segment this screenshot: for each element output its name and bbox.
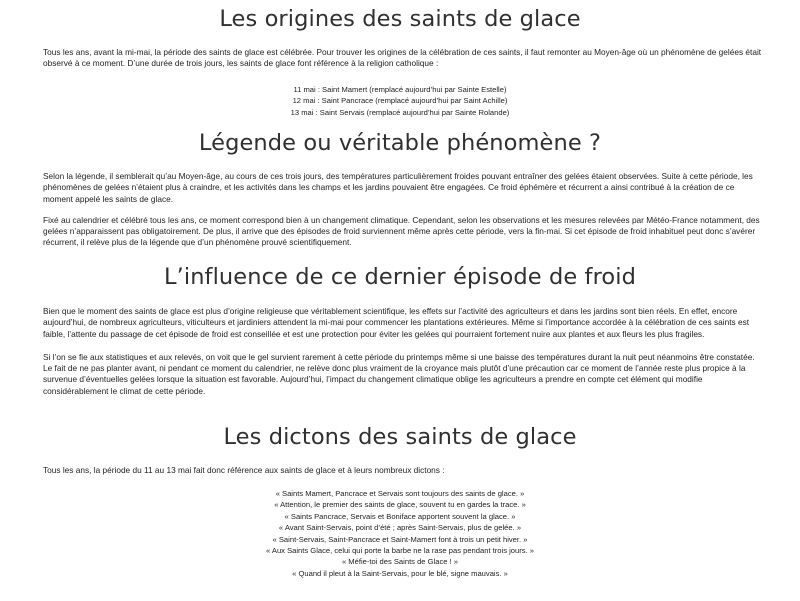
list-item: « Saint-Servais, Saint-Pancrace et Saint-Mamert font à trois un petit hiver. »	[272, 534, 528, 544]
section-title-legende: Légende ou véritable phénomène ?	[198, 130, 602, 156]
section-title-dictons: Les dictons des saints de glace	[223, 424, 577, 450]
section-origines-body	[43, 47, 765, 70]
paragraph: Tous les ans, la période du 11 au 13 mai fait donc référence aux saints de glace et à leurs nombreux dictons :	[43, 465, 445, 475]
section-title-influence: L’influence de ce dernier épisode de froid	[163, 264, 637, 290]
paragraph: Fixé au calendrier et célébré tous les ans, ce moment correspond bien à un changement climatique. Cependant, selon les observations et les mesures relevées par Météo-France notamment, des gelées n’apparaissent pas obligatoirement. De plus, il arrive que des épisodes de froid surviennent même après cette période, vers la fin-mai. Si cet épisode de froid inhabituel peut donc s’avérer récurrent, il relève plus de la légende que d’un phénomène prouvé scientifiquement.	[43, 214, 760, 248]
dictons-list	[0, 488, 800, 579]
section-title-origines: Les origines des saints de glace	[219, 6, 581, 32]
list-item: « Quand il pleut à la Saint-Servais, pour le blé, signe mauvais. »	[292, 568, 508, 578]
list-item: 12 mai : Saint Pancrace (remplacé aujourd’hui par Saint Achille)	[292, 96, 508, 106]
list-item: « Méfie-toi des Saints de Glace ! »	[341, 557, 459, 567]
list-item: « Saints Mamert, Pancrace et Servais sont toujours des saints de glace. »	[275, 489, 525, 498]
section-influence-body	[43, 306, 765, 397]
saints-list	[0, 84, 800, 118]
list-item: 13 mai : Saint Servais (remplacé aujourd’hui par Sainte Rolande)	[290, 107, 510, 117]
list-item: « Attention, le premier des saints de glace, souvent tu en gardes la trace. »	[274, 500, 526, 510]
list-item: « Avant Saint-Servais, point d’été ; après Saint-Servais, plus de gelée. »	[278, 523, 522, 533]
list-item: « Saints Pancrace, Servais et Boniface apportent souvent la glace. »	[284, 511, 516, 521]
list-item: 11 mai : Saint Mamert (remplacé aujourd’hui par Sainte Estelle)	[293, 85, 507, 94]
paragraph: Si l’on se fie aux statistiques et aux relevés, on voit que le gel survient rarement à cette période du printemps même si une baisse des températures durant la nuit peut néanmoins être constatée. Le fait de ne pas planter avant, ni pendant ce moment du calendrier, ne relève donc plus vraiment de la croyance mais plutôt d’une précaution car ce moment de l’année reste plus propice à la survenue d’éventuelles gelées lorsque la situation est favorable. Aujourd’hui, l’impact du changement climatique oblige les agriculteurs a prendre en compte cet élément qui modifie considérablement le climat de cette période.	[43, 351, 755, 396]
list-item: « Aux Saints Glace, celui qui porte la barbe ne la rase pas pendant trois jours. »	[265, 546, 535, 556]
paragraph: Tous les ans, avant la mi-mai, la période des saints de glace est célébrée. Pour trouver les origines de la célébration de ces saints, il faut remonter au Moyen-âge où un phénomène de gelées était observé à ce moment. D’une durée de trois jours, les saints de glace font référence à la religion catholique :	[43, 47, 762, 69]
section-legende-body	[43, 171, 765, 249]
paragraph: Selon la légende, il semblerait qu’au Moyen-âge, au cours de ces trois jours, des températures particulièrement froides pouvant entraîner des gelées étaient observées. Suite à cette période, les phénomènes de gelées n’étaient plus à craindre, et les activités dans les champs et les jardins pouvaient être engagées. Ce froid éphémère et récurrent a ainsi contribué à la création de ce moment appelé les saints de glace.	[43, 171, 753, 204]
paragraph: Bien que le moment des saints de glace est plus d’origine religieuse que véritablement scientifique, les effets sur l’activité des agriculteurs et dans les jardins sont bien réels. En effet, encore aujourd’hui, de nombreux agriculteurs, viticulteurs et jardiniers attendent la mi-mai pour commencer les plantations extérieures. Même si l’importance accordée à la célébration de ces saints est faible, l’attente du passage de cet épisode de froid est conseillée et est une protection pour éviter les gelées qui pourraient fortement nuire aux plantes et aux fleurs les plus fragiles.	[43, 306, 750, 339]
section-dictons-body	[43, 465, 765, 476]
